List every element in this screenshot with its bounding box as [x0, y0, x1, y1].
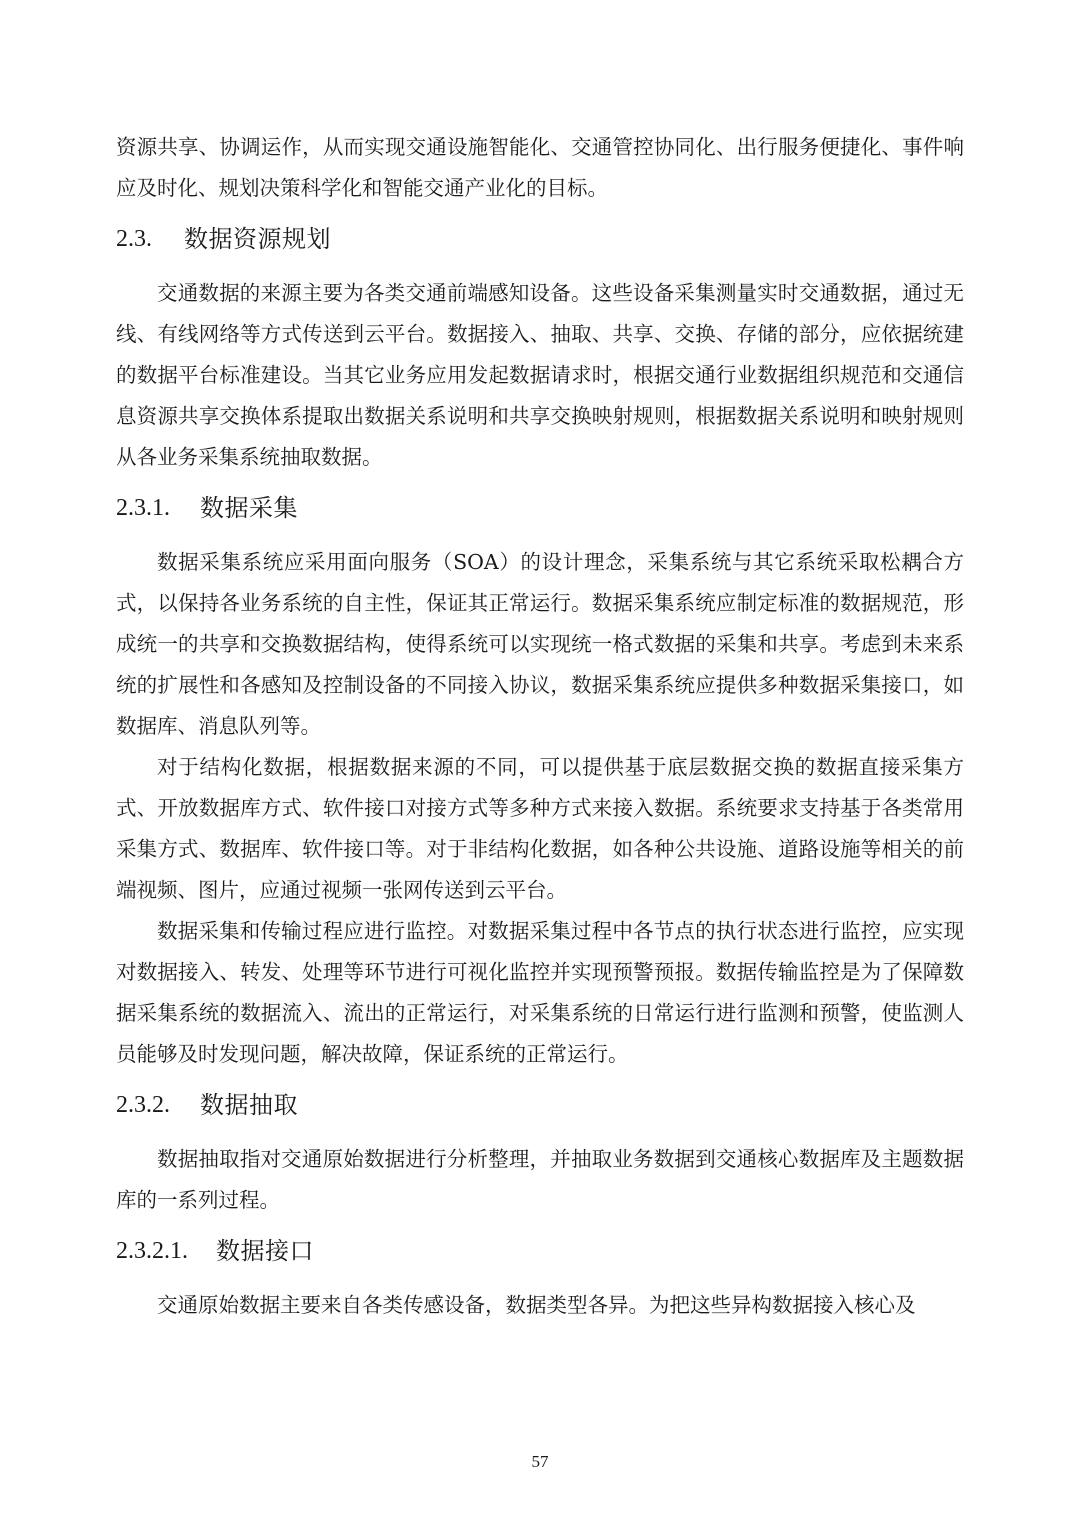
body-paragraph: 交通原始数据主要来自各类传感设备，数据类型各异。为把这些异构数据接入核心及: [157, 1293, 916, 1317]
section-heading-2-3-1: [116, 482, 964, 534]
intro-paragraph: 资源共享、协调运作，从而实现交通设施智能化、交通管控协同化、出行服务便捷化、事件响应及时化、规划决策科学化和智能交通产业化的目标。: [116, 135, 964, 200]
body-paragraph: 交通数据的来源主要为各类交通前端感知设备。这些设备采集测量实时交通数据，通过无线、有线网络等方式传送到云平台。数据接入、抽取、共享、交换、存储的部分，应依据统建的数据平台标准建设。当其它业务应用发起数据请求时，根据交通行业数据组织规范和交通信息资源共享交换体系提取出数据关系说明和共享交换映射规则，根据数据关系说明和映射规则从各业务采集系统抽取数据。: [116, 281, 964, 469]
section-number: 2.3.2.1.: [116, 1238, 188, 1264]
body-paragraph: 对于结构化数据，根据数据来源的不同，可以提供基于底层数据交换的数据直接采集方式、开放数据库方式、软件接口对接方式等多种方式来接入数据。系统要求支持基于各类常用采集方式、数据库、软件接口等。对于非结构化数据，如各种公共设施、道路设施等相关的前端视频、图片，应通过视频一张网传送到云平台。: [116, 755, 964, 902]
body-paragraph: 数据采集系统应采用面向服务（SOA）的设计理念，采集系统与其它系统采取松耦合方式，以保持各业务系统的自主性，保证其正常运行。数据采集系统应制定标准的数据规范，形成统一的共享和交换数据结构，使得系统可以实现统一格式数据的采集和共享。考虑到未来系统的扩展性和各感知及控制设备的不同接入协议，数据采集系统应提供多种数据采集接口，如数据库、消息队列等。: [116, 550, 964, 738]
section-title: 数据抽取: [200, 1091, 298, 1119]
section-number: 2.3.2.: [116, 1092, 170, 1118]
section-number: 2.3.1.: [116, 495, 170, 521]
section-heading-2-3-2-1: [116, 1225, 964, 1277]
document-page: [116, 127, 964, 1326]
section-heading-2-3: [116, 213, 964, 265]
body-paragraph: 数据抽取指对交通原始数据进行分析整理，并抽取业务数据到交通核心数据库及主题数据库的一系列过程。: [116, 1147, 964, 1212]
page-number: 57: [531, 1452, 549, 1471]
section-title: 数据接口: [216, 1237, 314, 1265]
section-title: 数据采集: [200, 494, 298, 522]
body-paragraph: 数据采集和传输过程应进行监控。对数据采集过程中各节点的执行状态进行监控，应实现对数据接入、转发、处理等环节进行可视化监控并实现预警预报。数据传输监控是为了保障数据采集系统的数据流入、流出的正常运行，对采集系统的日常运行进行监测和预警，使监测人员能够及时发现问题，解决故障，保证系统的正常运行。: [116, 919, 964, 1066]
section-title: 数据资源规划: [184, 225, 331, 253]
section-number: 2.3.: [116, 226, 152, 252]
section-heading-2-3-2: [116, 1079, 964, 1131]
